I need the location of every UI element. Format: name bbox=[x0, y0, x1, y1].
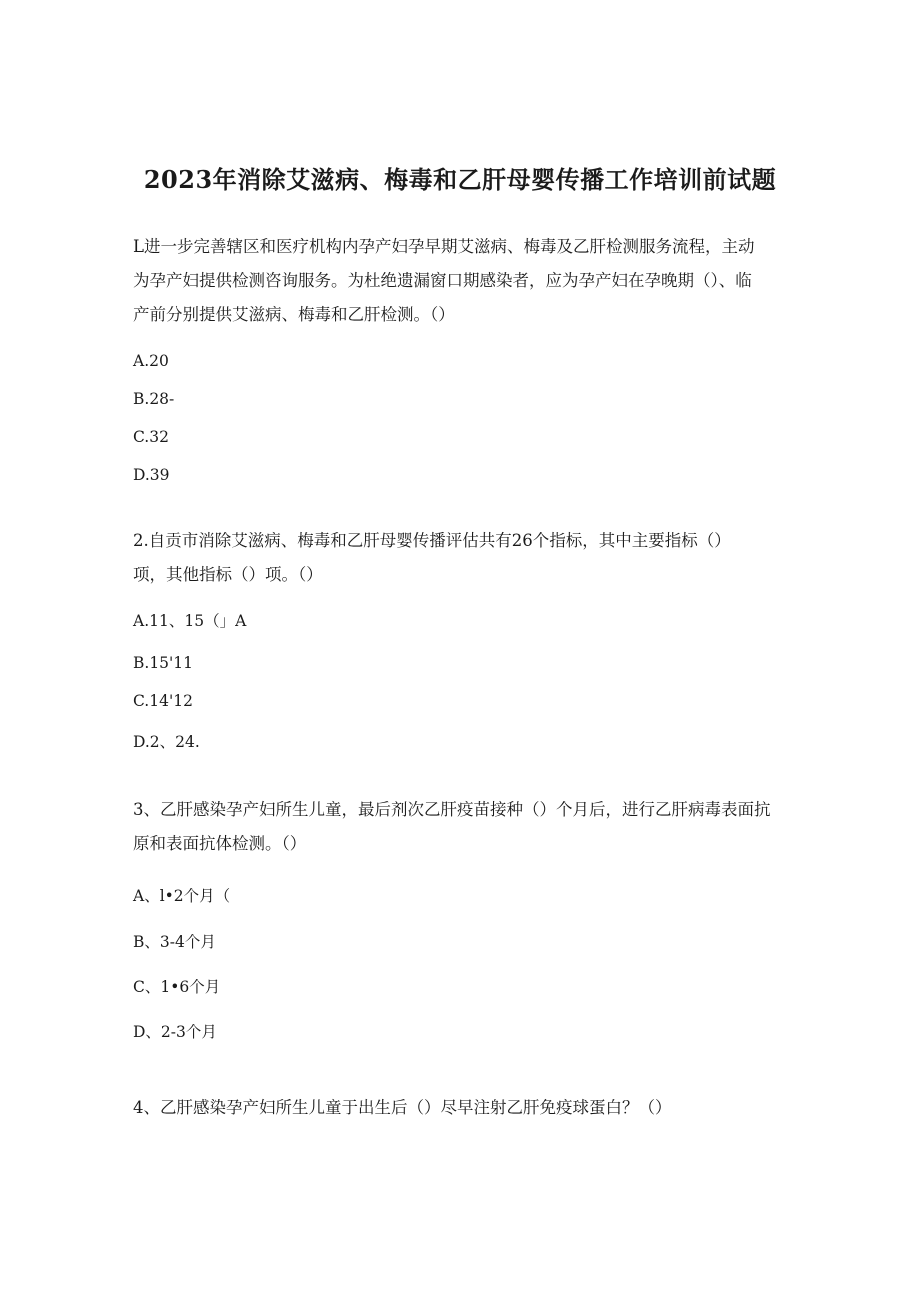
question-2 bbox=[133, 524, 783, 592]
question-2-line-1: 2.自贡市消除艾滋病、梅毒和乙肝母婴传播评估共有26个指标，其中主要指标（） bbox=[133, 531, 731, 550]
question-3 bbox=[133, 793, 783, 861]
question-3-line-1: 3、乙肝感染孕产妇所生儿童，最后剂次乙肝疫苗接种（）个月后，进行乙肝病毒表面抗 bbox=[133, 800, 771, 819]
question-3-option-a: A、l•2个月（ bbox=[133, 887, 231, 905]
question-3-option-d: D、2-3个月 bbox=[133, 1023, 217, 1041]
question-1-option-d: D.39 bbox=[133, 466, 170, 484]
question-1-line-2: 为孕产妇提供检测咨询服务。为杜绝遗漏窗口期感染者，应为孕产妇在孕晚期（）、临 bbox=[133, 271, 752, 290]
question-2-option-c: C.14'12 bbox=[133, 692, 193, 710]
question-1-line-3: 产前分别提供艾滋病、梅毒和乙肝检测。（） bbox=[133, 305, 455, 324]
question-4-line-1: 4、乙肝感染孕产妇所生儿童于出生后（）尽早注射乙肝免疫球蛋白？（） bbox=[133, 1098, 672, 1117]
document-title: 2023年消除艾滋病、梅毒和乙肝母婴传播工作培训前试题 bbox=[143, 165, 777, 194]
question-2-option-a: A.11、15（」A bbox=[133, 612, 247, 630]
question-3-line-2: 原和表面抗体检测。（） bbox=[133, 834, 307, 853]
question-2-option-b: B.15'11 bbox=[133, 654, 194, 672]
question-3-option-c: C、1•6个月 bbox=[133, 978, 221, 996]
question-3-option-b: B、3-4个月 bbox=[133, 933, 216, 951]
question-2-line-2: 项，其他指标（）项。（） bbox=[133, 565, 323, 584]
question-1-option-a: A.20 bbox=[133, 352, 169, 370]
question-1-option-b: B.28- bbox=[133, 390, 175, 408]
question-1-line-1: L进一步完善辖区和医疗机构内孕产妇孕早期艾滋病、梅毒及乙肝检测服务流程，主动 bbox=[133, 237, 755, 256]
question-1-option-c: C.32 bbox=[133, 428, 169, 446]
question-2-option-d: D.2、24. bbox=[133, 733, 200, 751]
question-4 bbox=[133, 1091, 783, 1125]
question-1 bbox=[133, 230, 783, 332]
